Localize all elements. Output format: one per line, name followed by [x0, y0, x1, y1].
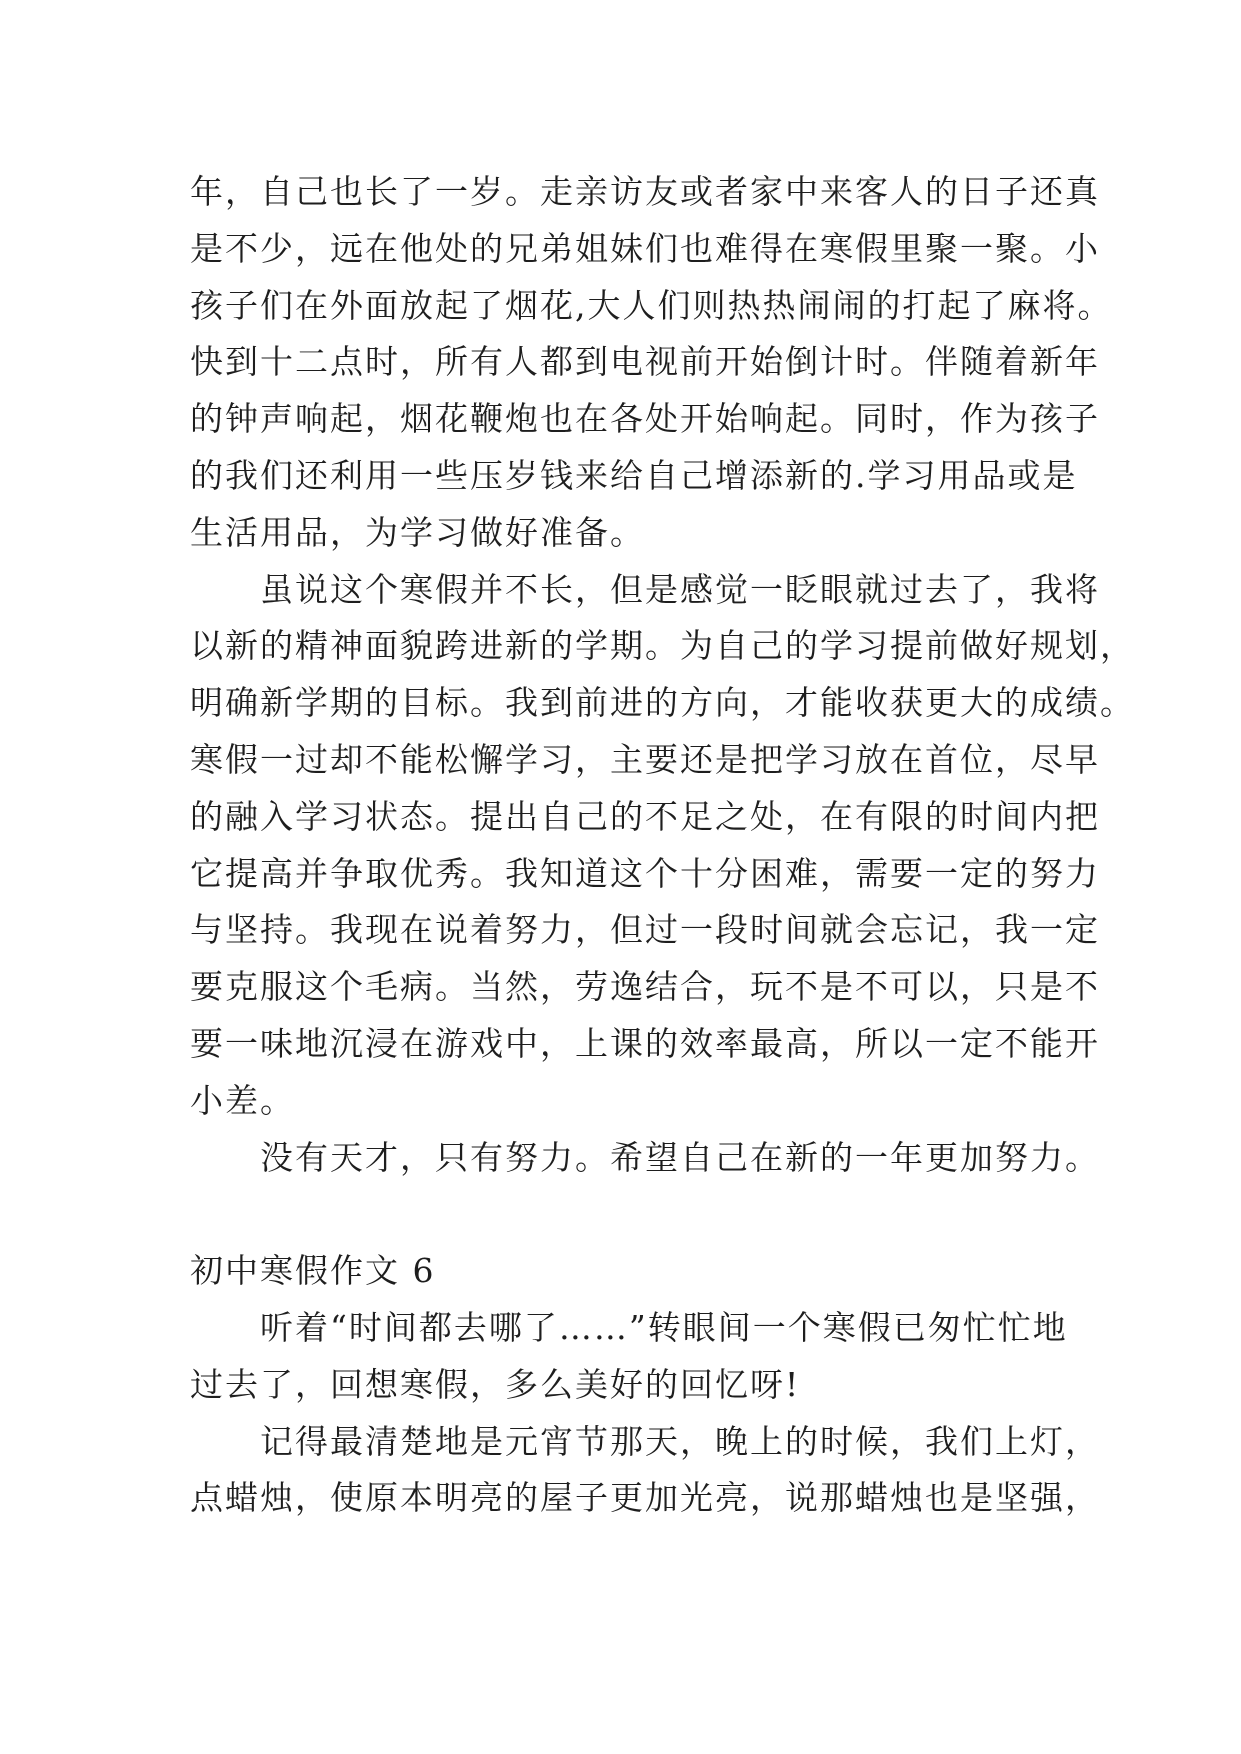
blank-line: [190, 1186, 1090, 1243]
text-line: 以新的精神面貌跨进新的学期。为自己的学习提前做好规划，: [190, 626, 1135, 666]
text-line: 要克服这个毛病。当然，劳逸结合，玩不是不可以，只是不: [190, 967, 1100, 1007]
document-body: [190, 164, 1135, 1527]
text-line: 虽说这个寒假并不长，但是感觉一眨眼就过去了，我将: [260, 569, 1100, 609]
text-line: 它提高并争取优秀。我知道这个十分困难，需要一定的努力: [190, 853, 1100, 893]
text-line: 的融入学习状态。提出自己的不足之处，在有限的时间内把: [190, 796, 1100, 836]
text-line: 孩子们在外面放起了烟花,大人们则热热闹闹的打起了麻将。: [190, 285, 1113, 325]
text-line: 记得最清楚地是元宵节那天，晚上的时候，我们上灯，: [260, 1421, 1100, 1461]
text-line: 寒假一过却不能松懈学习，主要还是把学习放在首位，尽早: [190, 739, 1100, 779]
text-line: 明确新学期的目标。我到前进的方向，才能收获更大的成绩。: [190, 683, 1135, 723]
text-line: 要一味地沉浸在游戏中，上课的效率最高，所以一定不能开: [190, 1023, 1100, 1063]
paragraph-1: [190, 164, 1113, 562]
text-line: 小差。: [190, 1080, 295, 1120]
paragraph-4: [190, 1300, 1090, 1414]
text-line: 没有天才，只有努力。希望自己在新的一年更加努力。: [260, 1137, 1100, 1177]
text-line: 的钟声响起，烟花鞭炮也在各处开始响起。同时，作为孩子: [190, 399, 1100, 439]
paragraph-5: [190, 1414, 1100, 1528]
text-line: 快到十二点时，所有人都到电视前开始倒计时。伴随着新年: [190, 342, 1100, 382]
text-line: 年，自己也长了一岁。走亲访友或者家中来客人的日子还真: [190, 172, 1100, 211]
text-line: 听着“时间都去哪了……”转眼间一个寒假已匆忙忙地: [260, 1307, 1068, 1347]
text-line: 与坚持。我现在说着努力，但过一段时间就会忘记，我一定: [190, 910, 1100, 950]
text-line: 是不少，远在他处的兄弟姐妹们也难得在寒假里聚一聚。小: [190, 228, 1100, 268]
paragraph-2: [190, 562, 1135, 1130]
text-line: 生活用品，为学习做好准备。: [190, 512, 645, 552]
text-line: 过去了，回想寒假，多么美好的回忆呀!: [190, 1364, 801, 1404]
section-heading: 初中寒假作文 6: [190, 1251, 436, 1291]
paragraph-3: [190, 1130, 1100, 1187]
text-line: 的我们还利用一些压岁钱来给自己增添新的.学习用品或是: [190, 455, 1078, 495]
text-line: 点蜡烛，使原本明亮的屋子更加光亮，说那蜡烛也是坚强，: [190, 1478, 1100, 1518]
